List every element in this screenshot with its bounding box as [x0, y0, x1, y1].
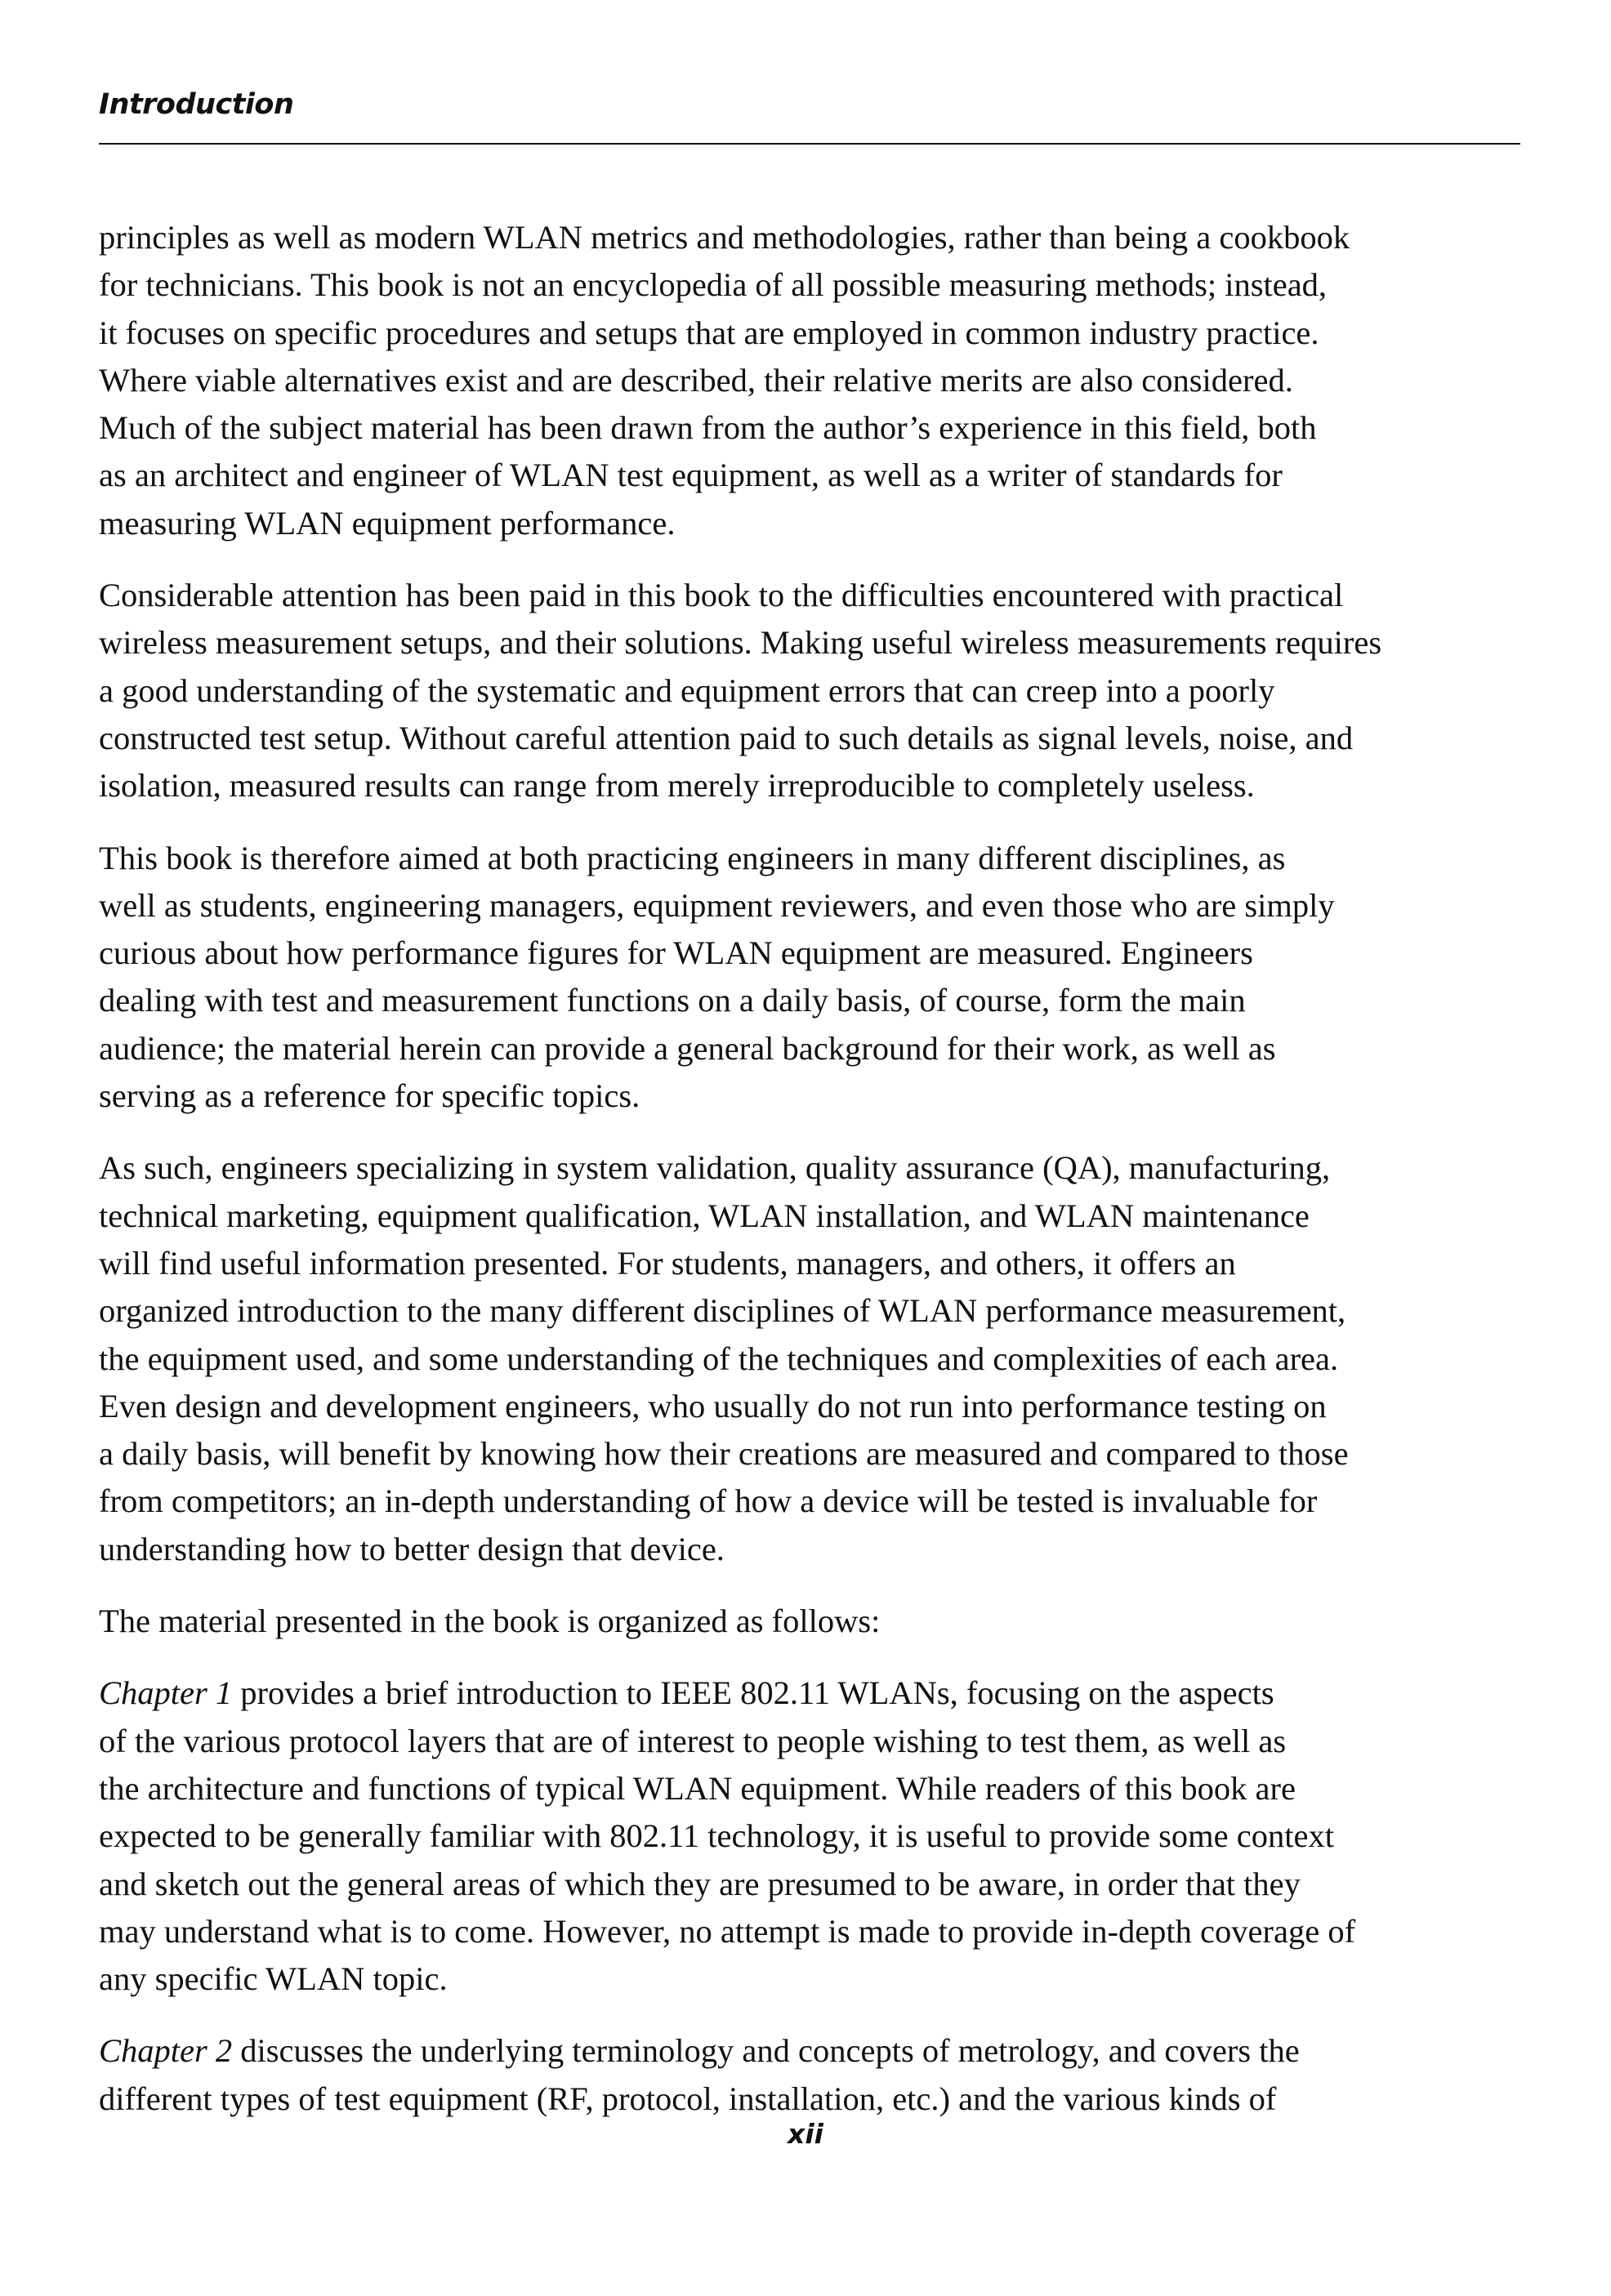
- text-line: any specific WLAN topic.: [99, 1960, 448, 1998]
- text-line: expected to be generally familiar with 802.11 technology, it is useful to provide some context: [99, 1817, 1334, 1855]
- text-line: Where viable alternatives exist and are described, their relative merits are also considered.: [99, 361, 1293, 399]
- text-line: [99, 1670, 1524, 1717]
- running-head: Introduction: [99, 88, 294, 121]
- text-line: This book is therefore aimed at both practicing engineers in many different disciplines, as: [99, 839, 1286, 876]
- text-line: Considerable attention has been paid in this book to the difficulties encountered with practical: [99, 577, 1344, 614]
- text-line: organized introduction to the many different disciplines of WLAN performance measurement,: [99, 1292, 1346, 1330]
- text-line: technical marketing, equipment qualification, WLAN installation, and WLAN maintenance: [99, 1197, 1310, 1234]
- text-line: Even design and development engineers, who usually do not run into performance testing on: [99, 1387, 1327, 1424]
- text-line: The material presented in the book is organized as follows:: [99, 1603, 881, 1640]
- body-text: [99, 214, 1524, 2123]
- paragraph-3: [99, 835, 1524, 1121]
- text-line: [99, 2027, 1524, 2075]
- text-line: audience; the material herein can provide a general background for their work, as well as: [99, 1029, 1276, 1067]
- text-line: will find useful information presented. For students, managers, and others, it offers an: [99, 1244, 1236, 1282]
- text-line: different types of test equipment (RF, protocol, installation, etc.) and the various kinds of: [99, 2080, 1277, 2117]
- text-line: isolation, measured results can range from merely irreproducible to completely useless.: [99, 767, 1255, 805]
- chapter-1-reference: Chapter 1: [99, 1674, 233, 1712]
- text-line: of the various protocol layers that are of interest to people wishing to test them, as well as: [99, 1722, 1287, 1759]
- text-line: serving as a reference for specific topics.: [99, 1077, 640, 1115]
- text-line: constructed test setup. Without careful attention paid to such details as signal levels, noise, and: [99, 719, 1354, 756]
- text-line: dealing with test and measurement functions on a daily basis, of course, form the main: [99, 982, 1246, 1019]
- text-line: may understand what is to come. However, no attempt is made to provide in-depth coverage of: [99, 1912, 1356, 1950]
- chapter-1-first-line: provides a brief introduction to IEEE 802.11 WLANs, focusing on the aspects: [232, 1674, 1274, 1712]
- text-line: from competitors; an in-depth understanding of how a device will be tested is invaluable for: [99, 1482, 1318, 1520]
- text-line: and sketch out the general areas of which they are presumed to be aware, in order that they: [99, 1865, 1301, 1902]
- header-rule: [99, 143, 1520, 145]
- text-line: a good understanding of the systematic and equipment errors that can creep into a poorly: [99, 671, 1275, 709]
- page-number: xii: [788, 2118, 823, 2150]
- text-line: the equipment used, and some understanding of the techniques and complexities of each area.: [99, 1340, 1339, 1377]
- paragraph-2: [99, 572, 1524, 809]
- text-line: a daily basis, will benefit by knowing how their creations are measured and compared to those: [99, 1435, 1349, 1473]
- text-line: for technicians. This book is not an encyclopedia of all possible measuring methods; instead,: [99, 266, 1328, 304]
- text-line: As such, engineers specializing in system validation, quality assurance (QA), manufacturing,: [99, 1149, 1331, 1187]
- text-line: wireless measurement setups, and their solutions. Making useful wireless measurements requires: [99, 624, 1382, 662]
- paragraph-4: [99, 1144, 1524, 1573]
- paragraph-chapter-1: [99, 1670, 1524, 2003]
- text-line: curious about how performance figures for WLAN equipment are measured. Engineers: [99, 934, 1253, 972]
- paragraph-1: [99, 214, 1524, 547]
- text-line: well as students, engineering managers, equipment reviewers, and even those who are simply: [99, 886, 1335, 924]
- text-line: principles as well as modern WLAN metrics and methodologies, rather than being a cookbook: [99, 219, 1350, 256]
- chapter-2-reference: Chapter 2: [99, 2032, 233, 2070]
- text-line: the architecture and functions of typical WLAN equipment. While readers of this book are: [99, 1769, 1296, 1807]
- text-line: as an architect and engineer of WLAN test equipment, as well as a writer of standards for: [99, 457, 1283, 494]
- text-line: measuring WLAN equipment performance.: [99, 504, 676, 542]
- text-line: it focuses on specific procedures and setups that are employed in common industry practice.: [99, 314, 1319, 351]
- text-line: understanding how to better design that device.: [99, 1530, 725, 1567]
- paragraph-chapter-2: [99, 2027, 1524, 2123]
- text-line: Much of the subject material has been drawn from the author’s experience in this field, both: [99, 409, 1317, 447]
- paragraph-5: [99, 1598, 1524, 1645]
- chapter-2-first-line: discusses the underlying terminology and concepts of metrology, and covers the: [232, 2032, 1300, 2070]
